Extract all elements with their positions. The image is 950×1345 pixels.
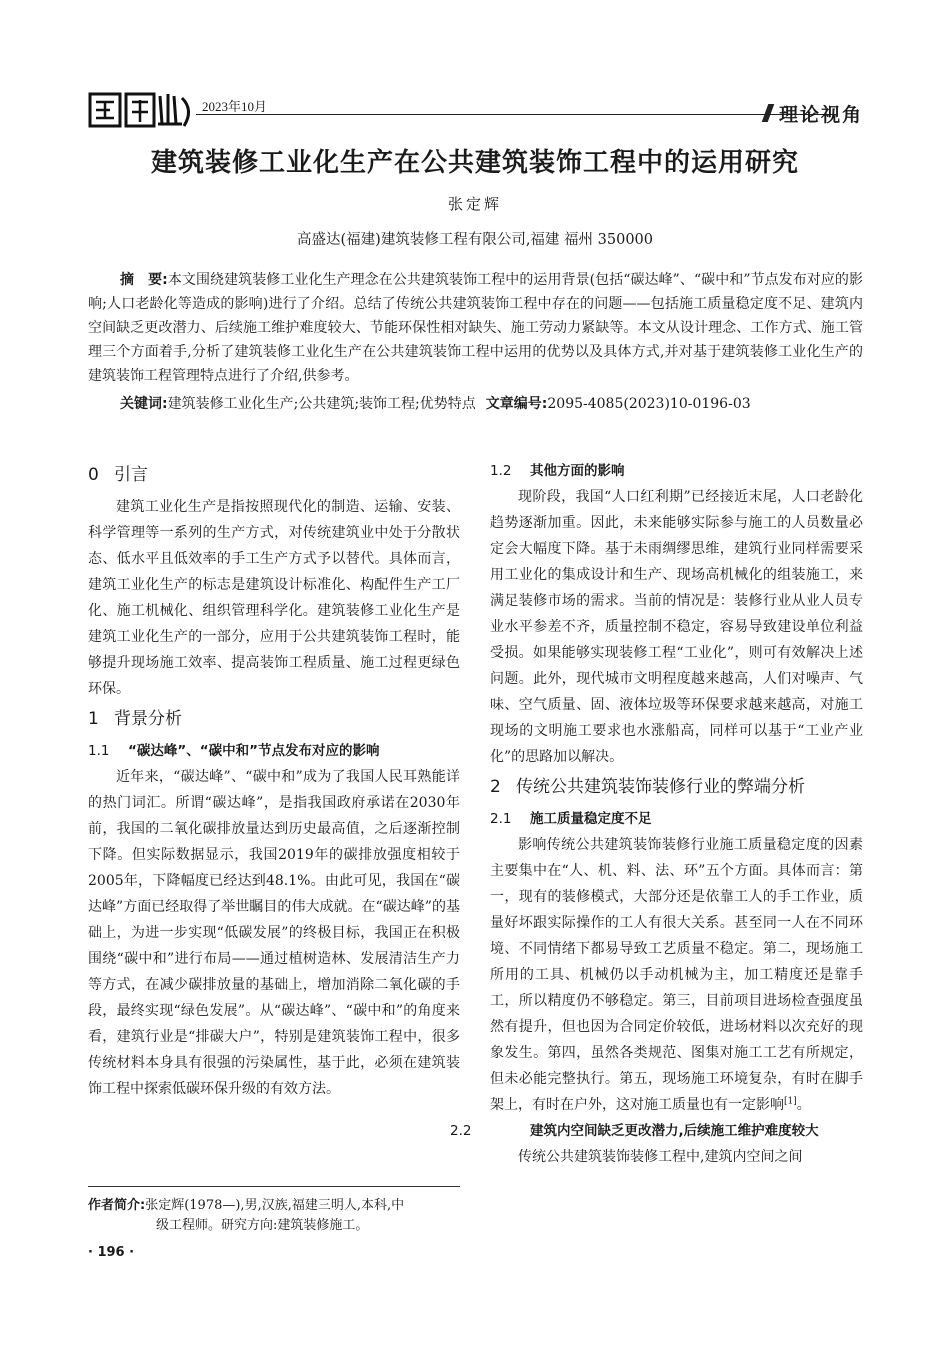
keywords-text: 建筑装修工业化生产;公共建筑;装饰工程;优势特点 <box>167 396 476 412</box>
subsection-title: 建筑内空间缺乏更改潜力,后续施工维护难度较大 <box>530 1123 819 1139</box>
subsection-number: 1.1 <box>88 743 110 759</box>
body-paragraph <box>490 832 863 1118</box>
section-title: 背景分析 <box>114 709 182 729</box>
subsection-title: “碳达峰”、“碳中和”节点发布对应的影响 <box>128 743 380 759</box>
section-heading-0 <box>88 460 460 490</box>
footnote-label: 作者简介: <box>88 1198 146 1213</box>
subsection-number: 2.1 <box>490 811 512 827</box>
section-number: 1 <box>88 709 99 729</box>
abstract-label: 摘 要: <box>120 272 168 288</box>
section-tag: 理论视角 <box>765 100 863 127</box>
header-rule <box>196 114 836 115</box>
subsection-heading-2-1 <box>490 806 863 832</box>
section-heading-2 <box>490 772 863 802</box>
keywords-label: 关键词: <box>120 396 168 412</box>
subsection-number: 2.2 <box>450 1123 472 1139</box>
citation-ref: [1] <box>784 1096 797 1107</box>
page-header <box>88 86 863 134</box>
author-affiliation: 高盛达(福建)建筑装修工程有限公司,福建 福州 350000 <box>297 232 653 248</box>
article-code: 2095-4085(2023)10-0196-03 <box>547 396 751 412</box>
issue-date: 2023年10月 <box>202 99 268 114</box>
footnote-line-1: 张定辉(1978—),男,汉族,福建三明人,本科,中 <box>145 1198 405 1213</box>
subsection-title: 施工质量稳定度不足 <box>530 811 652 827</box>
article-code-label: 文章编号: <box>485 396 548 412</box>
body-paragraph: 近年来，“碳达峰”、“碳中和”成为了我国人民耳熟能详的热门词汇。所谓“碳达峰”，是指我国政府承诺在2030年前，我国的二氧化碳排放量达到历史最高值，之后逐渐控制下降。但实际数据显示，我国2019年的碳排放强度相较于2005年，下降幅度已经达到48.1%。由此可见，我国在“碳达峰”方面已经取得了举世瞩目的伟大成就。在“碳达峰”的基础上，为进一步实现“低碳发展”的终极目标，我国正在积极围绕“碳中和”进行布局——通过植树造林、发展清洁生产力等方式，在减少碳排放量的基础上，增加消除二氧化碳的手段，最终实现“绿色发展”。从“碳达峰”、“碳中和”的角度来看，建筑行业是“排碳大户”，特别是建筑装饰工程中，很多传统材料本身具有很强的污染属性，基于此，必须在建筑装饰工程中探索低碳环保升级的有效方法。 <box>88 769 460 1097</box>
footnote-line-2: 级工程师。研究方向:建筑装修施工。 <box>156 1218 369 1233</box>
subsection-title: 其他方面的影响 <box>530 463 625 479</box>
keywords-line <box>88 392 863 416</box>
article-author: 张定辉 <box>447 195 502 213</box>
subsection-heading-2-2 <box>450 1118 863 1144</box>
paragraph-end: 。 <box>796 1097 811 1113</box>
body-paragraph: 传统公共建筑装饰装修工程中,建筑内空间之间 <box>518 1149 803 1165</box>
section-title: 引言 <box>114 465 148 485</box>
subsection-heading-1-1 <box>88 738 460 764</box>
right-column <box>450 458 863 1170</box>
footnote-rule <box>88 1186 460 1187</box>
section-heading-1 <box>88 704 460 734</box>
body-paragraph: 建筑工业化生产是指按照现代化的制造、运输、安装、科学管理等一系列的生产方式，对传统建筑业中处于分散状态、低水平且低效率的手工生产方式予以替代。具体而言，建筑工业化生产的标志是建筑设计标准化、构配件生产工厂化、施工机械化、组织管理科学化。建筑装修工业化生产是建筑工业化生产的一部分，应用于公共建筑装饰工程时，能够提升现场施工效率、提高装饰工程质量、施工过程更绿色环保。 <box>88 499 460 697</box>
section-number: 0 <box>88 465 99 485</box>
author-footnote <box>88 1196 460 1236</box>
subsection-heading-1-2 <box>490 458 863 484</box>
abstract-block <box>88 268 863 416</box>
paragraph-text: 影响传统公共建筑装饰装修行业施工质量稳定度的因素主要集中在“人、机、料、法、环”五个方面。具体而言：第一，现有的装修模式，大部分还是依靠工人的手工作业，质量好坏跟实际操作的工人有很大关系。甚至同一人在不同环境、不同情绪下都易导致工艺质量不稳定。第二，现场施工所用的工具、机械仍以手动机械为主，加工精度还是靠手工，所以精度仍不够稳定。第三，目前项目进场检查强度虽然有提升，但也因为合同定价较低，进场材料以次充好的现象发生。第四，虽然各类规范、图集对施工工艺有所规定，但未必能完整执行。第五，现场施工环境复杂，有时在脚手架上，有时在户外，这对施工质量也有一定影响 <box>490 837 863 1113</box>
left-column <box>88 458 460 1102</box>
subsection-number: 1.2 <box>490 463 512 479</box>
abstract-text: 本文围绕建筑装修工业化生产理念在公共建筑装饰工程中的运用背景(包括“碳达峰”、“碳中和”节点发布对应的影响;人口老龄化等造成的影响)进行了介绍。总结了传统公共建筑装饰工程中存在的问题——包括施工质量稳定度不足、建筑内空间缺乏更改潜力、后续施工维护难度较大、节能环保性相对缺失、施工劳动力紧缺等。本文从设计理念、工作方式、施工管理三个方面着手,分析了建筑装修工业化生产在公共建筑装饰工程中运用的优势以及具体方式,并对基于建筑装修工业化生产的建筑装饰工程管理特点进行了介绍,供参考。 <box>88 272 863 384</box>
section-title: 传统公共建筑装饰装修行业的弊端分析 <box>516 777 805 797</box>
section-number: 2 <box>490 777 501 797</box>
abstract-paragraph <box>88 268 863 388</box>
article-title: 建筑装修工业化生产在公共建筑装饰工程中的运用研究 <box>150 148 799 178</box>
journal-logo <box>88 90 196 130</box>
body-paragraph: 现阶段，我国“人口红利期”已经接近末尾，人口老龄化趋势逐渐加重。因此，未来能够实际参与施工的人员数量必定会大幅度下降。基于未雨绸缪思维，建筑行业同样需要采用工业化的集成设计和生产、现场高机械化的组装施工，来满足装修市场的需求。当前的情况是：装修行业从业人员专业水平参差不齐，质量控制不稳定，容易导致建设单位利益受损。如果能够实现装修工程“工业化”，则可有效解决上述问题。此外，现代城市文明程度越来越高，人们对噪声、气味、空气质量、固、液体垃圾等环保要求越来越高，对施工现场的文明施工要求也水涨船高，同样可以基于“工业产业化”的思路加以解决。 <box>490 489 863 765</box>
page-number: · 196 · <box>88 1245 135 1260</box>
